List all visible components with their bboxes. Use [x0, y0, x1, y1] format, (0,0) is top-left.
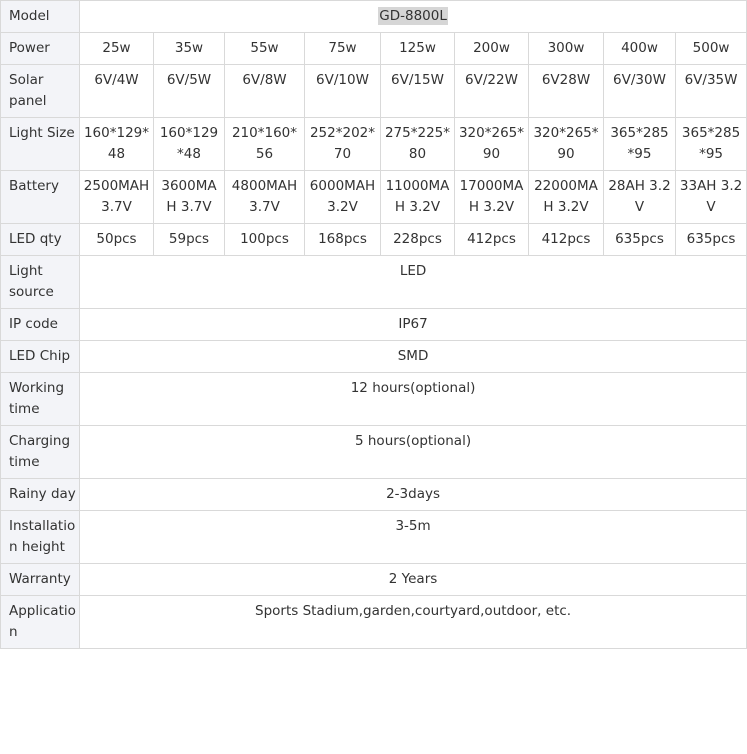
power-cell: 125w: [381, 33, 455, 65]
model-value-cell: [80, 1, 747, 33]
solar-cell: 6V/35W: [676, 65, 747, 118]
led-qty-cell: 228pcs: [381, 224, 455, 256]
size-cell: 320*265*90: [529, 118, 604, 171]
solar-cell: 6V/30W: [604, 65, 676, 118]
led-qty-cell: 50pcs: [80, 224, 154, 256]
row-ip-code: [1, 309, 747, 341]
working-time-value: 12 hours(optional): [80, 373, 747, 426]
rainy-day-value: 2-3days: [80, 479, 747, 511]
power-cell: 25w: [80, 33, 154, 65]
solar-cell: 6V/4W: [80, 65, 154, 118]
label-model: Model: [1, 1, 80, 33]
led-qty-cell: 635pcs: [604, 224, 676, 256]
solar-cell: 6V/15W: [381, 65, 455, 118]
battery-cell: 17000MAH 3.2V: [455, 171, 529, 224]
power-cell: 75w: [305, 33, 381, 65]
led-qty-cell: 412pcs: [455, 224, 529, 256]
size-cell: 365*285*95: [604, 118, 676, 171]
light-source-value: LED: [80, 256, 747, 309]
led-chip-value: SMD: [80, 341, 747, 373]
solar-cell: 6V/8W: [225, 65, 305, 118]
label-led-qty: LED qty: [1, 224, 80, 256]
battery-cell: 4800MAH 3.7V: [225, 171, 305, 224]
size-cell: 160*129*48: [80, 118, 154, 171]
label-ip-code: IP code: [1, 309, 80, 341]
power-cell: 500w: [676, 33, 747, 65]
led-qty-cell: 168pcs: [305, 224, 381, 256]
power-cell: 55w: [225, 33, 305, 65]
row-working-time: [1, 373, 747, 426]
label-power: Power: [1, 33, 80, 65]
label-led-chip: LED Chip: [1, 341, 80, 373]
row-warranty: [1, 564, 747, 596]
battery-cell: 22000MAH 3.2V: [529, 171, 604, 224]
battery-cell: 11000MAH 3.2V: [381, 171, 455, 224]
row-power: [1, 33, 747, 65]
battery-cell: 33AH 3.2V: [676, 171, 747, 224]
row-light-source: [1, 256, 747, 309]
solar-cell: 6V/5W: [154, 65, 225, 118]
battery-cell: 28AH 3.2V: [604, 171, 676, 224]
label-light-source: Light source: [1, 256, 80, 309]
label-working-time: Working time: [1, 373, 80, 426]
label-battery: Battery: [1, 171, 80, 224]
solar-cell: 6V28W: [529, 65, 604, 118]
battery-cell: 2500MAH 3.7V: [80, 171, 154, 224]
solar-cell: 6V/22W: [455, 65, 529, 118]
led-qty-cell: 635pcs: [676, 224, 747, 256]
row-rainy-day: [1, 479, 747, 511]
model-value: GD-8800L: [379, 8, 447, 24]
power-cell: 300w: [529, 33, 604, 65]
led-qty-cell: 100pcs: [225, 224, 305, 256]
row-charging-time: [1, 426, 747, 479]
row-installation-height: [1, 511, 747, 564]
size-cell: 365*285*95: [676, 118, 747, 171]
power-cell: 400w: [604, 33, 676, 65]
label-application: Application: [1, 596, 80, 649]
label-warranty: Warranty: [1, 564, 80, 596]
label-solar-panel: Solar panel: [1, 65, 80, 118]
power-cell: 200w: [455, 33, 529, 65]
battery-cell: 3600MAH 3.7V: [154, 171, 225, 224]
led-qty-cell: 412pcs: [529, 224, 604, 256]
led-qty-cell: 59pcs: [154, 224, 225, 256]
size-cell: 252*202*70: [305, 118, 381, 171]
size-cell: 275*225*80: [381, 118, 455, 171]
row-battery: [1, 171, 747, 224]
row-model: [1, 1, 747, 33]
row-led-qty: [1, 224, 747, 256]
charging-time-value: 5 hours(optional): [80, 426, 747, 479]
label-rainy-day: Rainy day: [1, 479, 80, 511]
power-cell: 35w: [154, 33, 225, 65]
label-charging-time: Charging time: [1, 426, 80, 479]
application-value: Sports Stadium,garden,courtyard,outdoor, etc.: [80, 596, 747, 649]
row-led-chip: [1, 341, 747, 373]
row-solar-panel: [1, 65, 747, 118]
ip-code-value: IP67: [80, 309, 747, 341]
size-cell: 320*265*90: [455, 118, 529, 171]
size-cell: 160*129*48: [154, 118, 225, 171]
battery-cell: 6000MAH 3.2V: [305, 171, 381, 224]
size-cell: 210*160*56: [225, 118, 305, 171]
label-light-size: Light Size: [1, 118, 80, 171]
solar-cell: 6V/10W: [305, 65, 381, 118]
row-light-size: [1, 118, 747, 171]
warranty-value: 2 Years: [80, 564, 747, 596]
row-application: [1, 596, 747, 649]
label-installation-height: Installation height: [1, 511, 80, 564]
installation-height-value: 3-5m: [80, 511, 747, 564]
